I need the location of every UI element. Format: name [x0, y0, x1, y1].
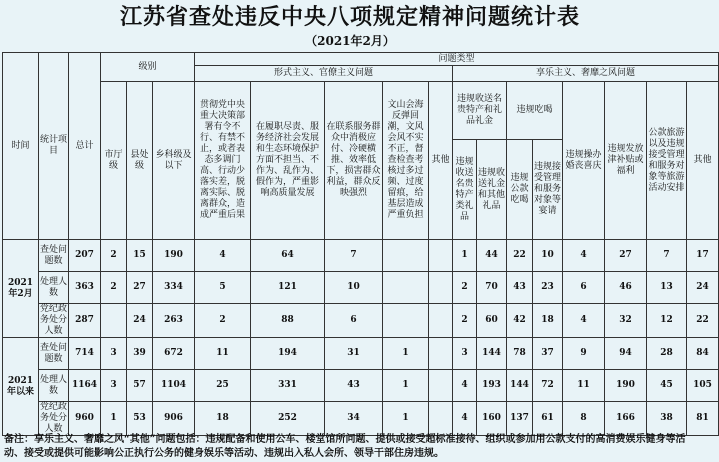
cell: 45	[647, 370, 687, 402]
cell: 263	[153, 304, 195, 338]
cell: 137	[507, 402, 533, 436]
row-item: 查处问题数	[39, 240, 69, 272]
header-hedonism-gifts-b: 违规收送礼金和其他礼品	[477, 140, 507, 240]
cell: 39	[127, 338, 153, 370]
header-time: 时间	[3, 53, 39, 240]
header-problem-type: 问题类型	[195, 53, 719, 66]
cell: 17	[687, 240, 719, 272]
cell: 4	[563, 240, 605, 272]
header-hedonism-wedding: 违规操办婚丧喜庆	[563, 82, 605, 240]
cell: 94	[605, 338, 647, 370]
cell: 2	[453, 304, 477, 338]
cell: 88	[251, 304, 325, 338]
cell: 53	[127, 402, 153, 436]
cell: 34	[325, 402, 383, 436]
row-item: 处理人数	[39, 272, 69, 304]
cell: 252	[251, 402, 325, 436]
cell	[383, 272, 429, 304]
cell: 15	[127, 240, 153, 272]
cell	[101, 304, 127, 338]
row-item: 处理人数	[39, 370, 69, 402]
cell: 1	[101, 402, 127, 436]
cell: 5	[195, 272, 251, 304]
header-hedonism-travel: 公款旅游以及违规接受管理和服务对象等旅游活动安排	[647, 82, 687, 240]
cell: 4	[453, 402, 477, 436]
cell: 11	[195, 338, 251, 370]
cell: 3	[101, 370, 127, 402]
cell: 207	[69, 240, 101, 272]
cell	[429, 338, 453, 370]
cell: 43	[507, 272, 533, 304]
cell: 6	[325, 304, 383, 338]
cell: 24	[687, 272, 719, 304]
cell: 3	[453, 338, 477, 370]
cell: 331	[251, 370, 325, 402]
cell: 23	[533, 272, 563, 304]
cell: 11	[563, 370, 605, 402]
cell: 166	[605, 402, 647, 436]
cell: 37	[533, 338, 563, 370]
header-formalism-1: 贯彻党中央重大决策部署有令不行、有禁不止，或者表态多调门高、行动少落实差，脱离实际、脱离群众，造成严重后果	[195, 82, 251, 240]
cell: 81	[687, 402, 719, 436]
header-stat-item: 统计项目	[39, 53, 69, 240]
cell: 12	[647, 304, 687, 338]
header-level-township: 乡科级及以下	[153, 82, 195, 240]
cell: 8	[563, 402, 605, 436]
header-formalism: 形式主义、官僚主义问题	[195, 66, 453, 82]
cell: 190	[153, 240, 195, 272]
cell: 2	[195, 304, 251, 338]
cell: 27	[127, 272, 153, 304]
cell: 32	[605, 304, 647, 338]
cell: 78	[507, 338, 533, 370]
cell: 22	[507, 240, 533, 272]
cell: 144	[477, 338, 507, 370]
cell: 61	[533, 402, 563, 436]
cell: 60	[477, 304, 507, 338]
cell: 4	[563, 304, 605, 338]
cell: 7	[325, 240, 383, 272]
cell	[383, 240, 429, 272]
cell: 70	[477, 272, 507, 304]
cell: 960	[69, 402, 101, 436]
cell: 1164	[69, 370, 101, 402]
cell: 1	[453, 240, 477, 272]
header-formalism-3: 在联系服务群众中消极应付、冷硬横推、效率低下，损害群众利益，群众反映强烈	[325, 82, 383, 240]
header-hedonism-other: 其他	[687, 82, 719, 240]
cell	[429, 304, 453, 338]
row-item: 查处问题数	[39, 338, 69, 370]
cell	[429, 240, 453, 272]
cell: 4	[195, 240, 251, 272]
cell: 672	[153, 338, 195, 370]
cell: 9	[563, 338, 605, 370]
cell: 160	[477, 402, 507, 436]
header-hedonism-gifts: 违规收送名贵特产和礼品礼金	[453, 82, 507, 140]
cell: 190	[605, 370, 647, 402]
cell: 363	[69, 272, 101, 304]
cell: 193	[477, 370, 507, 402]
page-subtitle: （2021年2月）	[305, 34, 395, 48]
cell: 44	[477, 240, 507, 272]
header-hedonism-gifts-a: 违规收送名贵特产类礼品	[453, 140, 477, 240]
cell: 18	[533, 304, 563, 338]
cell: 144	[507, 370, 533, 402]
cell: 121	[251, 272, 325, 304]
header-level-county: 县处级	[127, 82, 153, 240]
row-item: 党纪政务处分人数	[40, 402, 68, 434]
cell: 194	[251, 338, 325, 370]
period-label: 2021年以来	[3, 338, 39, 436]
cell: 46	[605, 272, 647, 304]
cell: 10	[533, 240, 563, 272]
header-hedonism-eat-a: 违规公款吃喝	[507, 140, 533, 240]
cell: 2	[453, 272, 477, 304]
cell	[429, 402, 453, 436]
header-level-city: 市厅级	[101, 82, 127, 240]
cell: 84	[687, 338, 719, 370]
cell: 38	[647, 402, 687, 436]
statistics-table	[2, 52, 719, 436]
cell: 1104	[153, 370, 195, 402]
cell: 2	[101, 272, 127, 304]
cell: 13	[647, 272, 687, 304]
cell: 10	[325, 272, 383, 304]
footnote: 备注：享乐主义、奢靡之风“其他”问题包括：违规配备和使用公车、楼堂馆所问题、提供或接受超标准接待、组织或参加用公款支付的高消费娱乐健身等活动、接受或提供可能影响公正执行公务的健身娱乐等活动、违规出入私人会所、领导干部住房违规。	[4, 434, 686, 459]
cell: 1	[383, 370, 429, 402]
header-total: 总计	[69, 53, 101, 240]
cell	[429, 272, 453, 304]
cell: 1	[383, 402, 429, 436]
cell: 72	[533, 370, 563, 402]
header-hedonism-eat: 违规吃喝	[507, 82, 563, 140]
header-formalism-2: 在履职尽责、服务经济社会发展和生态环境保护方面不担当、不作为、乱作为、假作为，严重影响高质量发展	[251, 82, 325, 240]
cell: 287	[69, 304, 101, 338]
cell: 24	[127, 304, 153, 338]
header-formalism-4: 文山会海反弹回潮，文风会风不实不正，督查检查考核过多过频、过度留痕，给基层造成严重负担	[383, 82, 429, 240]
cell: 7	[647, 240, 687, 272]
cell: 27	[605, 240, 647, 272]
cell: 18	[195, 402, 251, 436]
header-hedonism-eat-b: 违规接受管理和服务对象等宴请	[533, 140, 563, 240]
row-item: 党纪政务处分人数	[40, 304, 68, 336]
header-formalism-other: 其他	[429, 82, 453, 240]
cell: 4	[453, 370, 477, 402]
cell: 906	[153, 402, 195, 436]
cell: 22	[687, 304, 719, 338]
cell: 105	[687, 370, 719, 402]
cell: 25	[195, 370, 251, 402]
cell: 334	[153, 272, 195, 304]
period-label: 2021年2月	[3, 240, 39, 338]
cell	[383, 304, 429, 338]
header-level: 级别	[101, 53, 195, 82]
cell: 43	[325, 370, 383, 402]
cell: 6	[563, 272, 605, 304]
cell: 57	[127, 370, 153, 402]
header-hedonism-allowance: 违规发放津补贴或福利	[605, 82, 647, 240]
cell: 42	[507, 304, 533, 338]
page-title: 江苏省查处违反中央八项规定精神问题统计表	[119, 4, 580, 30]
cell: 714	[69, 338, 101, 370]
cell: 2	[101, 240, 127, 272]
cell: 3	[101, 338, 127, 370]
header-hedonism: 享乐主义、奢靡之风问题	[453, 66, 719, 82]
cell: 64	[251, 240, 325, 272]
cell: 1	[383, 338, 429, 370]
cell: 31	[325, 338, 383, 370]
cell	[429, 370, 453, 402]
cell: 28	[647, 338, 687, 370]
